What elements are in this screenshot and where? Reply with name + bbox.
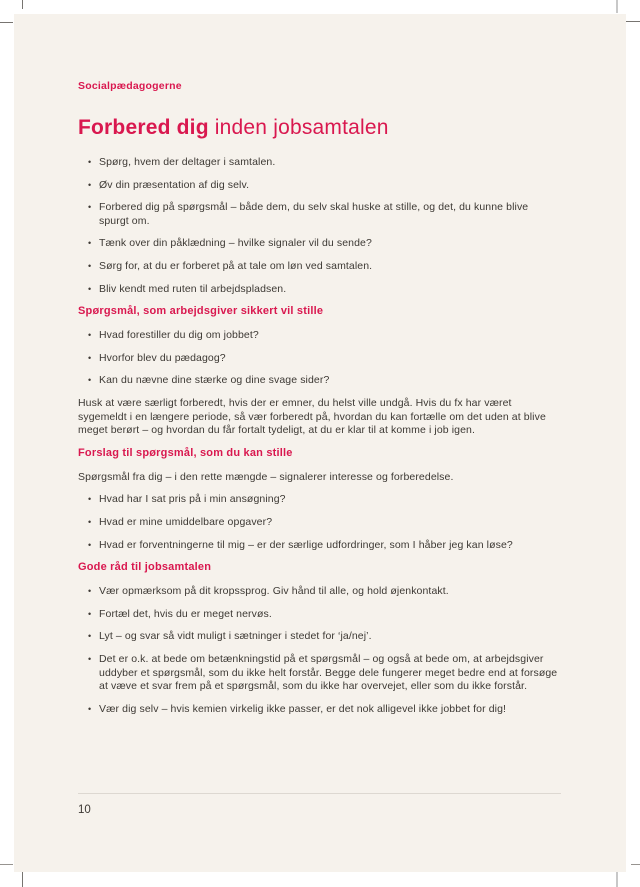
page-footer — [78, 793, 561, 816]
crop-mark-bottom-right-vertical — [616, 872, 618, 887]
page-number: 10 — [78, 804, 91, 816]
list-item — [78, 516, 561, 530]
bullet-icon: • — [88, 157, 92, 168]
bullet-icon: • — [88, 539, 92, 550]
list-item — [78, 352, 561, 366]
list-item — [78, 156, 561, 170]
bullet-text: Lyt – og svar så vidt muligt i sætninger i stedet for ‘ja/nej’. — [99, 630, 372, 643]
bullet-icon: • — [88, 703, 92, 714]
bullet-icon: • — [88, 238, 92, 249]
bullet-text: Tænk over din påklædning – hvilke signaler vil du sende? — [99, 237, 372, 250]
list-item — [78, 260, 561, 274]
list-item — [78, 539, 561, 553]
bullet-icon: • — [88, 202, 92, 213]
bullet-text: Hvorfor blev du pædagog? — [99, 351, 226, 364]
list-item — [78, 608, 561, 622]
list-item — [78, 201, 561, 228]
bullet-icon: • — [88, 586, 92, 597]
bullet-text: Øv din præsentation af dig selv. — [99, 178, 250, 191]
bullet-text: Hvad er forventningerne til mig – er der særlige udfordringer, som I håber jeg kan løse? — [99, 538, 513, 551]
bullet-text: Vær dig selv – hvis kemien virkelig ikke passer, er det nok alligevel ikke jobbet for dig! — [99, 702, 507, 715]
bullet-icon: • — [88, 494, 92, 505]
section-heading-advice: Gode råd til jobsamtalen — [78, 561, 212, 574]
bullet-icon: • — [88, 352, 92, 363]
bullet-icon: • — [88, 179, 92, 190]
page-content — [78, 14, 561, 725]
list-item — [78, 630, 561, 644]
list-item — [78, 374, 561, 388]
bullet-text: Fortæl det, hvis du er meget nervøs. — [99, 607, 272, 620]
crop-mark-bottom-left-vertical — [22, 872, 23, 887]
bullet-icon: • — [88, 261, 92, 272]
bullet-icon: • — [88, 283, 92, 294]
bullet-text: Hvad er mine umiddelbare opgaver? — [99, 515, 273, 528]
intro-bullet-list — [78, 156, 561, 296]
body-paragraph: Spørgsmål fra dig – i den rette mængde – signalerer interesse og forberedelse. — [78, 470, 454, 483]
bullet-icon: • — [88, 516, 92, 527]
list-item — [78, 179, 561, 193]
your-questions-list — [78, 493, 561, 552]
bullet-text: Hvad forestiller du dig om jobbet? — [99, 329, 259, 342]
bullet-text: Bliv kendt med ruten til arbejdspladsen. — [99, 282, 287, 295]
bullet-icon: • — [88, 330, 92, 341]
list-item — [78, 585, 561, 599]
crop-mark-bottom-right-horizontal — [631, 864, 640, 865]
bullet-text: Hvad har I sat pris på i min ansøgning? — [99, 493, 286, 506]
crop-mark-top-left-vertical — [22, 0, 23, 9]
bullet-text: Det er o.k. at bede om betænkningstid på et spørgsmål – og også at bede om, at arbejdsgiver uddyber et spørgsmål, som du ikke helt forstår. Begge dele fungerer meget bedre end at forsøge at væve et svar frem på et spørgsmål, som du ikke har overvejet, eller som du ikke forstår. — [99, 652, 558, 693]
page-title — [78, 117, 561, 139]
bullet-text: Kan du nævne dine stærke og dine svage sider? — [99, 374, 330, 387]
list-item — [78, 283, 561, 297]
section-heading-your-questions: Forslag til spørgsmål, som du kan stille — [78, 446, 293, 459]
section-heading-employer-questions: Spørgsmål, som arbejdsgiver sikkert vil stille — [78, 305, 324, 318]
body-paragraph: Husk at være særligt forberedt, hvis der er emner, du helst ville undgå. Hvis du fx har været sygemeldt i en længere periode, så vær forberedt på, hvordan du kan fortælle om det uden at blive meget berørt – og hvordan du får fortalt tydeligt, at du er klar til at komme i job igen. — [78, 396, 546, 437]
document-page — [14, 14, 626, 872]
page-title-bold: Forbered dig — [78, 116, 209, 139]
bullet-icon: • — [88, 375, 92, 386]
crop-mark-top-right-horizontal — [626, 21, 640, 22]
bullet-text: Forbered dig på spørgsmål – både dem, du selv skal huske at stille, og det, du kunne blive spurgt om. — [99, 201, 529, 227]
crop-mark-bottom-left-horizontal — [0, 864, 13, 865]
crop-mark-top-left-horizontal — [0, 22, 13, 23]
brand-label: Socialpædagogerne — [78, 80, 182, 92]
footer-divider — [78, 793, 561, 794]
bullet-text: Vær opmærksom på dit kropssprog. Giv hånd til alle, og hold øjenkontakt. — [99, 585, 449, 598]
bullet-text: Spørg, hvem der deltager i samtalen. — [99, 156, 276, 169]
bullet-icon: • — [88, 653, 92, 664]
employer-questions-list — [78, 329, 561, 388]
list-item — [78, 493, 561, 507]
bullet-icon: • — [88, 608, 92, 619]
advice-list — [78, 585, 561, 716]
crop-mark-top-right-vertical — [616, 0, 618, 13]
list-item — [78, 703, 561, 717]
list-item — [78, 329, 561, 343]
bullet-icon: • — [88, 631, 92, 642]
page-title-regular: inden jobsamtalen — [208, 116, 389, 139]
list-item — [78, 653, 561, 694]
bullet-text: Sørg for, at du er forberet på at tale om løn ved samtalen. — [99, 260, 373, 273]
list-item — [78, 237, 561, 251]
